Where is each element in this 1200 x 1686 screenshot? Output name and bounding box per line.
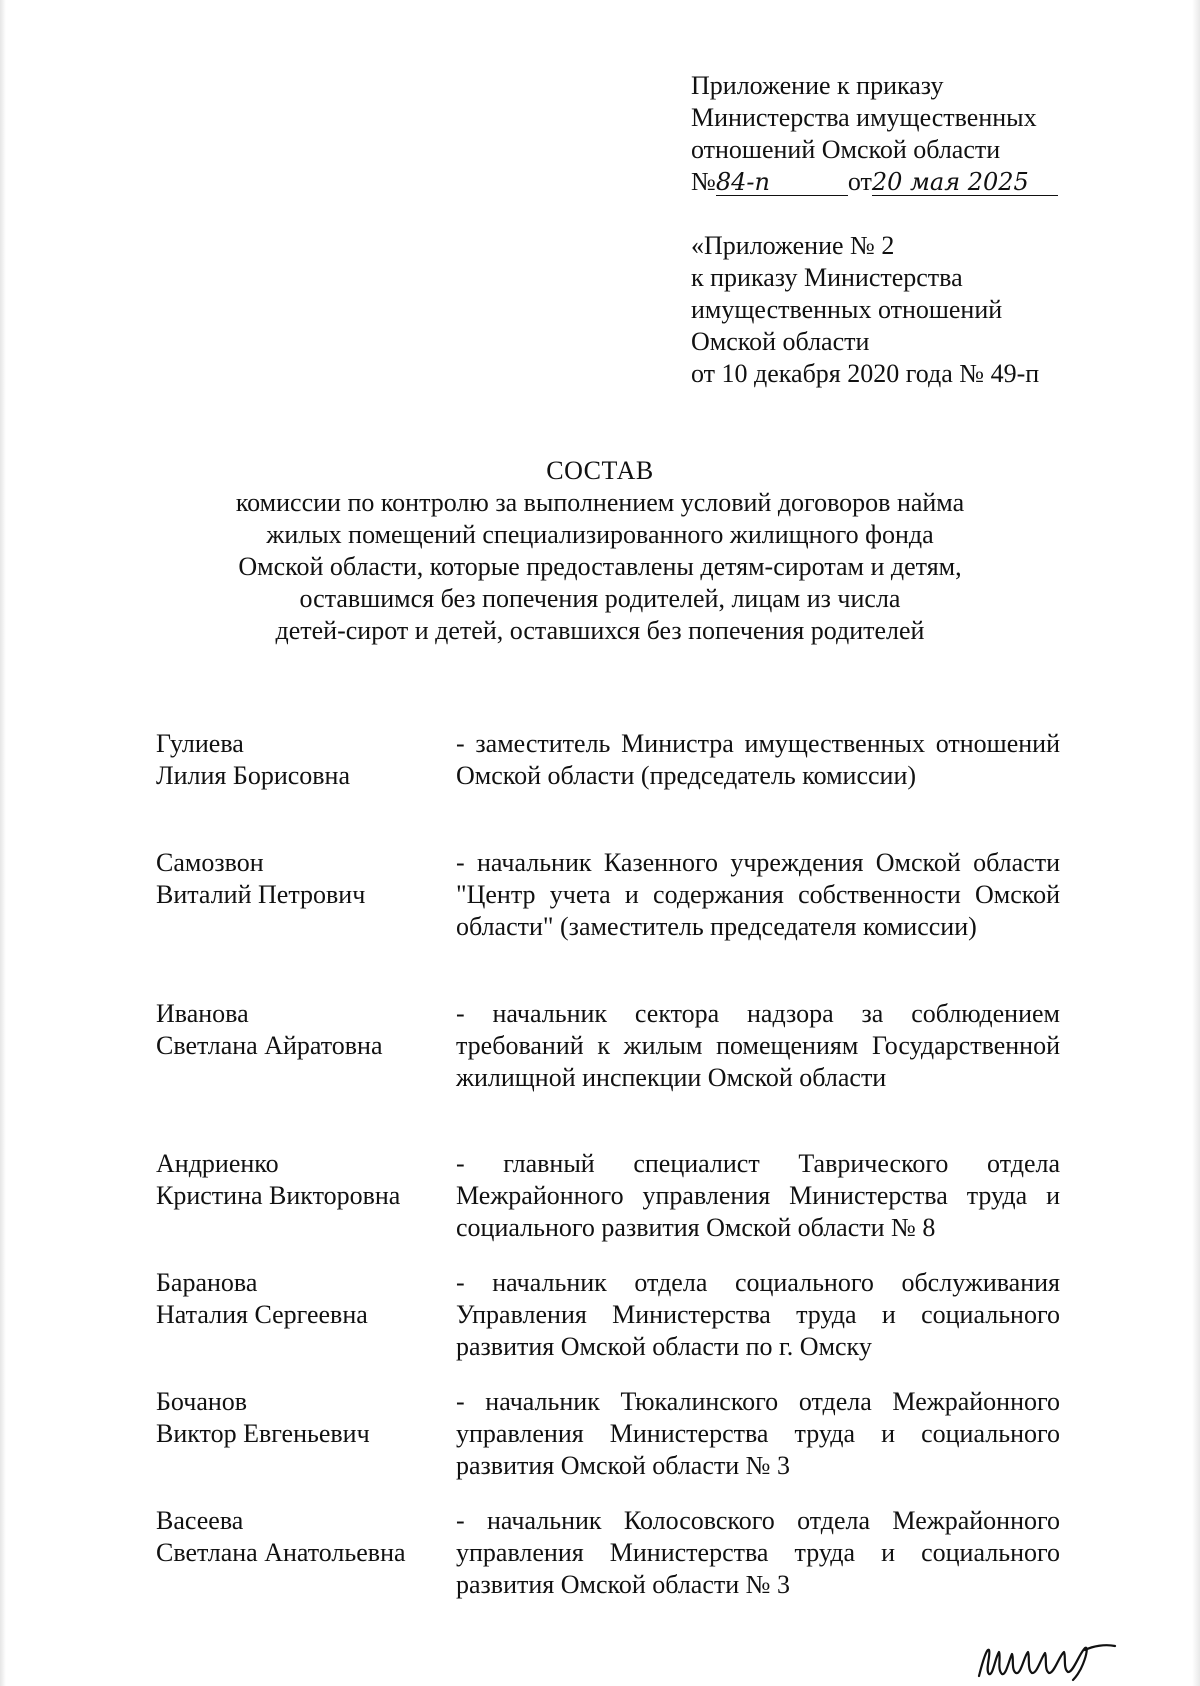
attachment-header-line: отношений Омской области xyxy=(691,135,1001,164)
document-title xyxy=(0,455,1200,647)
member-surname: Андриенко xyxy=(156,1149,279,1178)
member-role: - начальник Казенного учреждения Омской области "Центр учета и содержания собственности Омской области" (заместитель председателя комиссии) xyxy=(456,848,1060,941)
handwritten-order-date: 20 мая 2025 xyxy=(871,168,1029,196)
member-role: - начальник отдела социального обслуживания Управления Министерства труда и социального развития Омской области по г. Омску xyxy=(456,1268,1060,1361)
member-given-names: Кристина Викторовна xyxy=(156,1181,401,1210)
member-given-names: Лилия Борисовна xyxy=(156,761,351,790)
order-number-date-line xyxy=(691,166,1058,198)
date-field xyxy=(872,169,1058,196)
member-name xyxy=(156,1148,446,1212)
member-given-names: Светлана Айратовна xyxy=(156,1031,383,1060)
member-role: - заместитель Министра имущественных отношений Омской области (председатель комиссии) xyxy=(456,729,1060,790)
member-role: - начальник сектора надзора за соблюдением требований к жилым помещениям Государственной жилищной инспекции Омской области xyxy=(456,999,1060,1092)
attachment-reference-line: от 10 декабря 2020 года № 49-п xyxy=(691,359,1040,388)
attachment-header-line: Приложение к приказу xyxy=(691,71,944,100)
scan-edge-left xyxy=(0,0,6,1686)
member-name xyxy=(156,1267,446,1331)
member-name xyxy=(156,998,446,1062)
member-given-names: Наталия Сергеевна xyxy=(156,1300,368,1329)
member-role: - главный специалист Таврического отдела Межрайонного управления Министерства труда и социального развития Омской области № 8 xyxy=(456,1149,1060,1242)
member-role: - начальник Колосовского отдела Межрайонного управления Министерства труда и социального развития Омской области № 3 xyxy=(456,1506,1060,1599)
attachment-reference-line: Омской области xyxy=(691,327,870,356)
handwritten-order-number: 84-п xyxy=(715,168,770,196)
member-surname: Баранова xyxy=(156,1268,258,1297)
member-name xyxy=(156,1386,446,1450)
member-name xyxy=(156,728,446,792)
title-line: жилых помещений специализированного жилищного фонда xyxy=(266,520,934,549)
member-name xyxy=(156,847,446,911)
member-surname: Васеева xyxy=(156,1506,244,1535)
member-given-names: Светлана Анатольевна xyxy=(156,1538,406,1567)
member-surname: Самозвон xyxy=(156,848,264,877)
title-line: оставшимся без попечения родителей, лицам из числа xyxy=(299,584,901,613)
number-prefix: № xyxy=(691,167,716,196)
attachment-reference xyxy=(691,230,1039,390)
title-line: комиссии по контролю за выполнением условий договоров найма xyxy=(235,488,965,517)
member-surname: Иванова xyxy=(156,999,249,1028)
title-line: детей-сирот и детей, оставшихся без попечения родителей xyxy=(275,616,925,645)
attachment-reference-line: к приказу Министерства xyxy=(691,263,963,292)
date-prefix: от xyxy=(847,167,872,196)
attachment-header xyxy=(691,70,1058,198)
scan-edge-right xyxy=(1192,0,1200,1686)
attachment-reference-line: «Приложение № 2 xyxy=(691,231,895,260)
member-given-names: Виктор Евгеньевич xyxy=(156,1419,370,1448)
title-heading: СОСТАВ xyxy=(546,456,654,485)
member-role: - начальник Тюкалинского отдела Межрайонного управления Министерства труда и социального развития Омской области № 3 xyxy=(456,1387,1060,1480)
member-surname: Гулиева xyxy=(156,729,244,758)
member-name xyxy=(156,1505,446,1569)
number-field xyxy=(716,169,848,196)
attachment-reference-line: имущественных отношений xyxy=(691,295,1003,324)
member-given-names: Виталий Петрович xyxy=(156,880,366,909)
signature-scribble xyxy=(975,1640,1120,1682)
member-surname: Бочанов xyxy=(156,1387,248,1416)
attachment-header-line: Министерства имущественных xyxy=(691,103,1037,132)
title-line: Омской области, которые предоставлены детям-сиротам и детям, xyxy=(238,552,962,581)
